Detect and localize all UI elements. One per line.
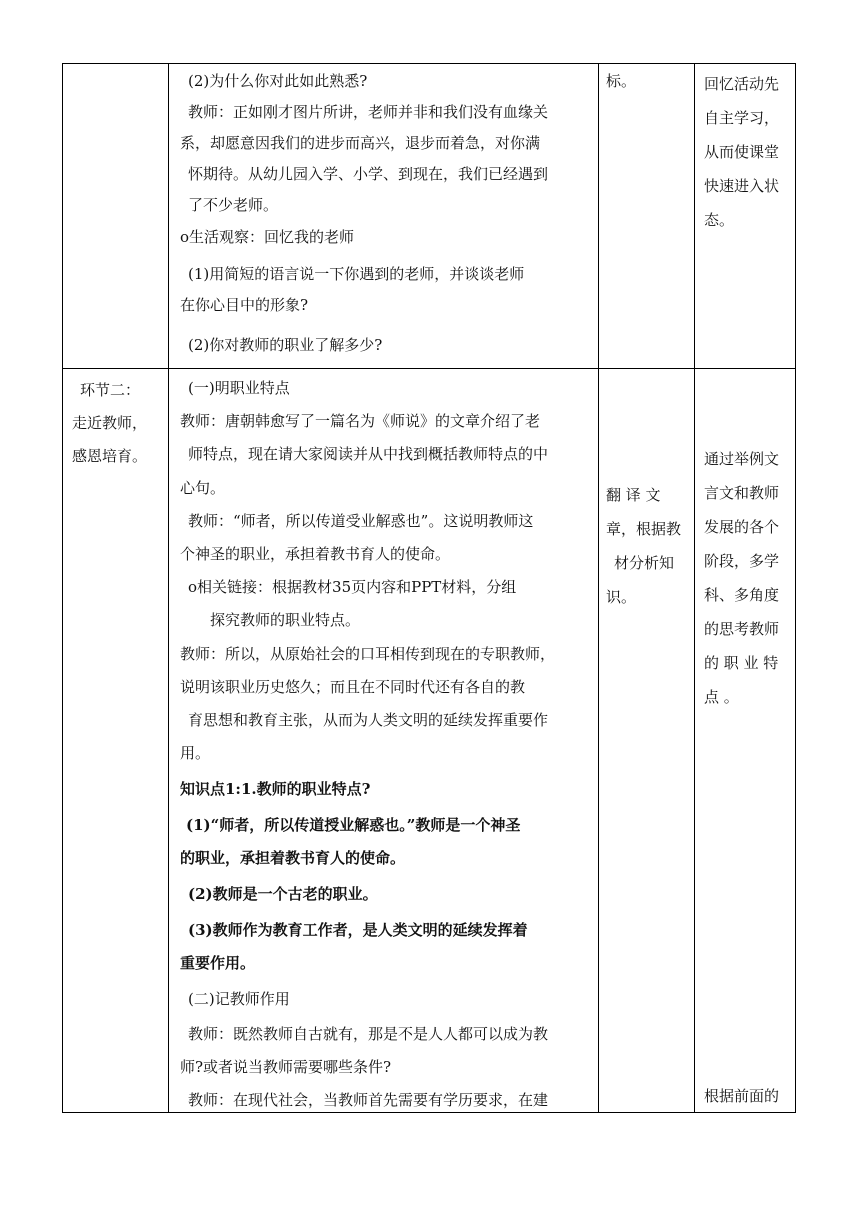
text-line: (2)为什么你对此如此熟悉?: [188, 72, 368, 90]
text-line: 教师：唐朝韩愈写了一篇名为《师说》的文章介绍了老: [180, 412, 541, 431]
row2-intent-cell: [700, 442, 796, 714]
text-line: 点 。: [704, 688, 739, 706]
text-line: 怀期待。从幼儿园入学、小学、到现在，我们已经遇到: [188, 165, 549, 183]
row2-student-cell: [604, 478, 694, 614]
row2-intent-cell-bottom: [700, 1081, 796, 1112]
knowledge-point-line: (3)教师作为教育工作者，是人类文明的延续发挥着: [188, 921, 528, 940]
text-line: 科、多角度: [704, 586, 780, 604]
text-line: 教师：“师者，所以传道受业解惑也”。这说明教师这: [188, 511, 534, 530]
row1-student-cell: [604, 66, 694, 97]
text-line: 回忆活动先: [704, 75, 780, 93]
text-line: 师特点，现在请大家阅读并从中找到概括教师特点的中: [188, 445, 549, 464]
text-line: 说明该职业历史悠久；而且在不同时代还有各自的教: [180, 677, 526, 696]
knowledge-point-line: (2)教师是一个古老的职业。: [188, 885, 378, 904]
text-line: 材分析知: [614, 554, 675, 572]
text-line: 用。: [180, 744, 211, 763]
column-divider-3: [694, 63, 695, 1113]
text-line: 识。: [606, 588, 637, 606]
text-line: 教师：所以，从原始社会的口耳相传到现在的专职教师，: [180, 644, 556, 663]
text-line: 根据前面的: [704, 1087, 780, 1105]
text-line: 态。: [704, 211, 735, 229]
text-line: 快速进入状: [704, 177, 780, 195]
text-line: 章，根据教: [606, 520, 682, 538]
row2-stage-cell: [62, 374, 168, 473]
knowledge-point-line: 重要作用。: [180, 954, 256, 973]
text-line: 的 职 业 特: [704, 654, 779, 672]
stage-label: 感恩培育。: [72, 447, 148, 465]
stage-label: 走近教师，: [72, 414, 148, 432]
text-line: o相关链接：根据教材35页内容和PPT材料，分组: [188, 578, 517, 597]
text-line: 个神圣的职业，承担着教书育人的使命。: [180, 545, 451, 564]
text-line: 教师：在现代社会，当教师首先需要有学历要求，在建: [188, 1091, 549, 1110]
text-line: 从而使课堂: [704, 143, 780, 161]
text-line: 教师：正如刚才图片所讲，老师并非和我们没有血缘关: [188, 103, 549, 121]
text-line: 通过举例文: [704, 450, 780, 468]
knowledge-point-line: 的职业，承担着教书育人的使命。: [180, 848, 406, 867]
column-divider-1: [168, 63, 169, 1113]
column-divider-2: [598, 63, 599, 1113]
text-line: (一)明职业特点: [188, 379, 290, 397]
knowledge-point-heading: 知识点1:1.教师的职业特点?: [180, 780, 371, 799]
text-line: 阶段，多学: [704, 552, 780, 570]
row2-activity-cell: [174, 372, 598, 1117]
text-line: 标。: [606, 72, 637, 90]
text-line: (2)你对教师的职业了解多少?: [188, 336, 383, 354]
text-line: 发展的各个: [704, 518, 780, 536]
text-line: 教师：既然教师自古就有，那是不是人人都可以成为教: [188, 1024, 549, 1043]
text-line: 心句。: [180, 478, 226, 497]
text-line: 翻 译 文: [606, 486, 661, 504]
table-left-border: [62, 63, 63, 1113]
row-divider: [62, 368, 795, 369]
table-top-border: [62, 63, 795, 64]
text-line: 育思想和教育主张，从而为人类文明的延续发挥重要作: [188, 711, 549, 730]
text-line: 在你心目中的形象?: [180, 296, 309, 314]
text-line: (1)用简短的语言说一下你遇到的老师，并谈谈老师: [188, 265, 525, 283]
row1-intent-cell: [700, 67, 796, 237]
text-line: 师?或者说当教师需要哪些条件?: [180, 1058, 392, 1077]
text-line: 探究教师的职业特点。: [210, 611, 361, 630]
text-line: 系，却愿意因我们的进步而高兴，退步而着急，对你满: [180, 134, 541, 152]
stage-label: 环节二：: [80, 381, 141, 399]
text-line: o生活观察：回忆我的老师: [180, 228, 355, 246]
text-line: 自主学习，: [704, 109, 780, 127]
knowledge-point-line: (1)“师者，所以传道授业解惑也。”教师是一个神圣: [186, 815, 521, 834]
text-line: 了不少老师。: [188, 196, 279, 214]
text-line: 的思考教师: [704, 620, 780, 638]
text-line: (二)记教师作用: [188, 989, 290, 1008]
text-line: 言文和教师: [704, 484, 780, 502]
row1-activity-cell: [174, 66, 598, 361]
